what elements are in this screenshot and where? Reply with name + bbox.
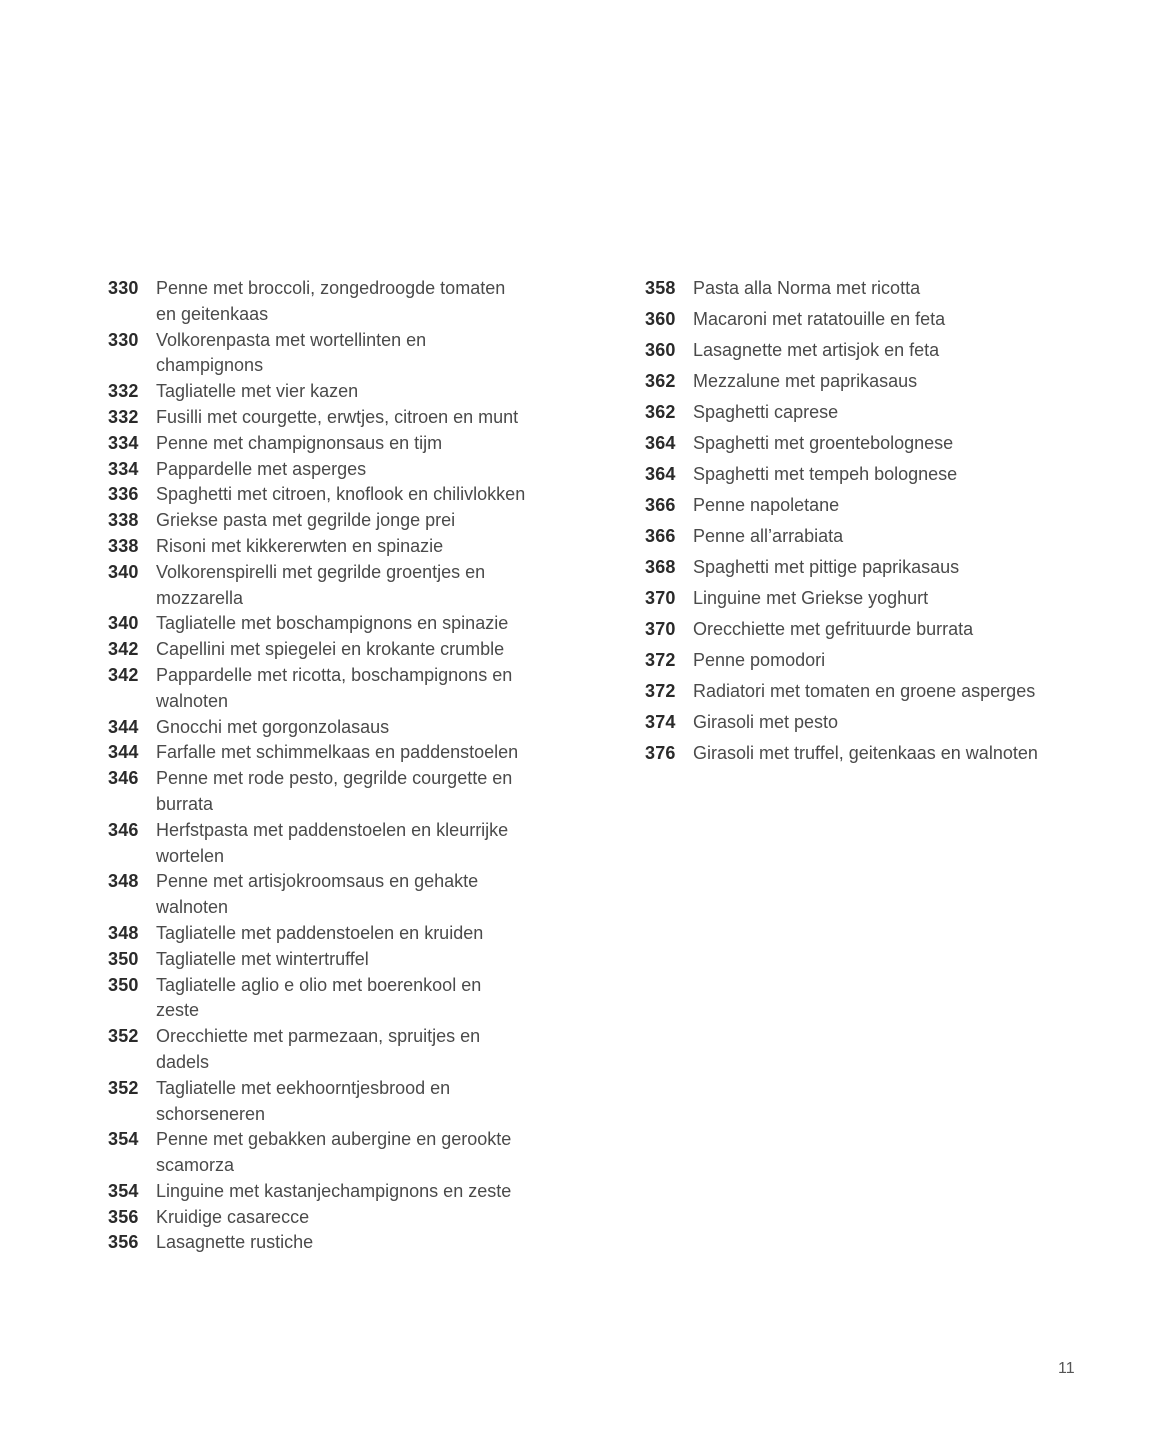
index-entry <box>645 400 1105 425</box>
entry-page-number: 352 <box>108 1077 139 1098</box>
entry-page-number: 360 <box>645 340 676 360</box>
index-entry <box>108 534 548 560</box>
index-entry <box>645 369 1105 394</box>
entry-recipe-title: Pappardelle met asperges <box>156 458 367 479</box>
entry-page-number: 352 <box>108 1026 139 1047</box>
entry-recipe-title: Tagliatelle aglio e olio met boerenkool en zeste <box>156 974 482 1021</box>
entry-recipe-title: Herfstpasta met paddenstoelen en kleurrijke wortelen <box>156 819 509 866</box>
index-entry <box>108 560 548 612</box>
index-entry <box>108 947 548 973</box>
entry-page-number: 342 <box>108 639 139 660</box>
index-entry <box>108 611 548 637</box>
entry-recipe-title: Penne met artisjokroomsaus en gehakte walnoten <box>156 871 479 918</box>
entry-recipe-title: Spaghetti met citroen, knoflook en chilivlokken <box>156 484 526 505</box>
entry-recipe-title: Penne met broccoli, zongedroogde tomaten en geitenkaas <box>156 278 506 324</box>
entry-page-number: 344 <box>108 716 139 737</box>
entry-recipe-title: Linguine met Griekse yoghurt <box>693 588 929 608</box>
entry-recipe-title: Spaghetti met pittige paprikasaus <box>693 557 960 577</box>
entry-page-number: 332 <box>108 381 139 402</box>
recipe-index-right-column <box>645 276 1105 772</box>
entry-recipe-title: Fusilli met courgette, erwtjes, citroen en munt <box>156 406 519 427</box>
index-entry <box>108 818 548 870</box>
entry-recipe-title: Pappardelle met ricotta, boschampignons en walnoten <box>156 664 513 711</box>
entry-recipe-title: Pasta alla Norma met ricotta <box>693 278 921 298</box>
entry-page-number: 364 <box>645 433 676 453</box>
entry-recipe-title: Spaghetti met groentebolognese <box>693 433 954 453</box>
index-entry <box>645 431 1105 456</box>
entry-recipe-title: Mezzalune met paprikasaus <box>693 371 918 391</box>
entry-recipe-title: Tagliatelle met paddenstoelen en kruiden <box>156 922 484 943</box>
entry-recipe-title: Lasagnette met artisjok en feta <box>693 340 940 360</box>
entry-page-number: 370 <box>645 619 676 639</box>
index-entry <box>645 710 1105 735</box>
index-entry <box>108 276 548 328</box>
entry-recipe-title: Volkorenspirelli met gegrilde groentjes en mozzarella <box>156 561 486 608</box>
entry-page-number: 362 <box>645 371 676 391</box>
entry-page-number: 330 <box>108 278 139 298</box>
index-entry <box>108 508 548 534</box>
entry-page-number: 350 <box>108 948 139 969</box>
entry-recipe-title: Spaghetti met tempeh bolognese <box>693 464 958 484</box>
entry-page-number: 334 <box>108 432 139 453</box>
index-entry <box>108 1179 548 1205</box>
entry-page-number: 374 <box>645 712 676 732</box>
index-entry <box>108 328 548 380</box>
index-entry <box>645 555 1105 580</box>
entry-page-number: 372 <box>645 650 676 670</box>
entry-page-number: 354 <box>108 1180 139 1201</box>
page-number: 11 <box>1058 1360 1075 1377</box>
index-entry <box>108 869 548 921</box>
entry-page-number: 362 <box>645 402 676 422</box>
entry-recipe-title: Radiatori met tomaten en groene asperges <box>693 681 1036 701</box>
entry-page-number: 346 <box>108 768 139 789</box>
index-entry <box>645 338 1105 363</box>
index-entry <box>645 493 1105 518</box>
index-entry <box>108 740 548 766</box>
entry-recipe-title: Griekse pasta met gegrilde jonge prei <box>156 510 456 531</box>
entry-recipe-title: Tagliatelle met boschampignons en spinazie <box>156 613 509 634</box>
entry-recipe-title: Farfalle met schimmelkaas en paddenstoelen <box>156 742 519 763</box>
index-entry <box>645 586 1105 611</box>
index-entry <box>645 648 1105 673</box>
index-entry <box>108 1230 548 1256</box>
index-entry <box>108 1127 548 1179</box>
entry-recipe-title: Spaghetti caprese <box>693 402 839 422</box>
index-entry <box>108 715 548 741</box>
entry-page-number: 360 <box>645 309 676 329</box>
recipe-index-left-column <box>108 276 548 1256</box>
index-entry <box>645 524 1105 549</box>
entry-recipe-title: Penne napoletane <box>693 495 840 515</box>
entry-recipe-title: Gnocchi met gorgonzolasaus <box>156 716 390 737</box>
index-entry <box>645 307 1105 332</box>
index-entry <box>108 921 548 947</box>
index-entry <box>108 457 548 483</box>
entry-page-number: 366 <box>645 495 676 515</box>
index-entry <box>108 431 548 457</box>
entry-page-number: 348 <box>108 871 139 892</box>
index-entry <box>108 973 548 1025</box>
entry-recipe-title: Orecchiette met parmezaan, spruitjes en dadels <box>156 1026 481 1072</box>
entry-page-number: 336 <box>108 484 139 505</box>
entry-recipe-title: Penne all’arrabiata <box>693 526 844 546</box>
index-entry <box>108 637 548 663</box>
index-entry <box>108 1205 548 1231</box>
entry-recipe-title: Penne pomodori <box>693 650 826 670</box>
entry-page-number: 354 <box>108 1129 139 1150</box>
entry-page-number: 332 <box>108 406 139 427</box>
entry-recipe-title: Penne met gebakken aubergine en gerookte scamorza <box>156 1129 512 1176</box>
entry-page-number: 346 <box>108 819 139 840</box>
index-entry <box>108 1024 548 1076</box>
entry-page-number: 342 <box>108 664 139 685</box>
entry-recipe-title: Volkorenpasta met wortellinten en champignons <box>156 329 427 376</box>
entry-recipe-title: Tagliatelle met vier kazen <box>156 381 359 402</box>
entry-page-number: 340 <box>108 613 139 634</box>
entry-recipe-title: Penne met champignonsaus en tijm <box>156 432 443 453</box>
entry-page-number: 356 <box>108 1232 139 1253</box>
entry-page-number: 348 <box>108 922 139 943</box>
index-entry <box>108 379 548 405</box>
entry-recipe-title: Girasoli met pesto <box>693 712 839 732</box>
entry-recipe-title: Lasagnette rustiche <box>156 1232 314 1253</box>
entry-page-number: 368 <box>645 557 676 577</box>
entry-page-number: 370 <box>645 588 676 608</box>
entry-recipe-title: Kruidige casarecce <box>156 1206 310 1227</box>
entry-page-number: 356 <box>108 1206 139 1227</box>
index-entry <box>108 405 548 431</box>
entry-recipe-title: Penne met rode pesto, gegrilde courgette en burrata <box>156 768 513 814</box>
entry-recipe-title: Girasoli met truffel, geitenkaas en walnoten <box>693 743 1038 763</box>
entry-page-number: 376 <box>645 743 676 763</box>
index-entry <box>645 617 1105 642</box>
entry-page-number: 364 <box>645 464 676 484</box>
index-entry <box>645 741 1105 766</box>
entry-recipe-title: Tagliatelle met eekhoorntjesbrood en schorseneren <box>156 1077 451 1124</box>
entry-page-number: 358 <box>645 278 676 298</box>
entry-recipe-title: Orecchiette met gefrituurde burrata <box>693 619 974 639</box>
entry-recipe-title: Tagliatelle met wintertruffel <box>156 948 369 969</box>
entry-recipe-title: Macaroni met ratatouille en feta <box>693 309 946 329</box>
index-entry <box>108 1076 548 1128</box>
entry-page-number: 350 <box>108 974 139 995</box>
entry-page-number: 338 <box>108 535 139 556</box>
entry-page-number: 366 <box>645 526 676 546</box>
entry-page-number: 344 <box>108 742 139 763</box>
entry-recipe-title: Risoni met kikkererwten en spinazie <box>156 535 444 556</box>
entry-page-number: 340 <box>108 561 139 582</box>
entry-page-number: 372 <box>645 681 676 701</box>
index-entry <box>645 462 1105 487</box>
entry-recipe-title: Capellini met spiegelei en krokante crumble <box>156 639 505 660</box>
entry-recipe-title: Linguine met kastanjechampignons en zeste <box>156 1180 512 1201</box>
index-entry <box>108 663 548 715</box>
index-entry <box>108 482 548 508</box>
index-entry <box>108 766 548 818</box>
entry-page-number: 338 <box>108 510 139 531</box>
index-entry <box>645 276 1105 301</box>
entry-page-number: 330 <box>108 329 139 350</box>
entry-page-number: 334 <box>108 458 139 479</box>
index-entry <box>645 679 1105 704</box>
